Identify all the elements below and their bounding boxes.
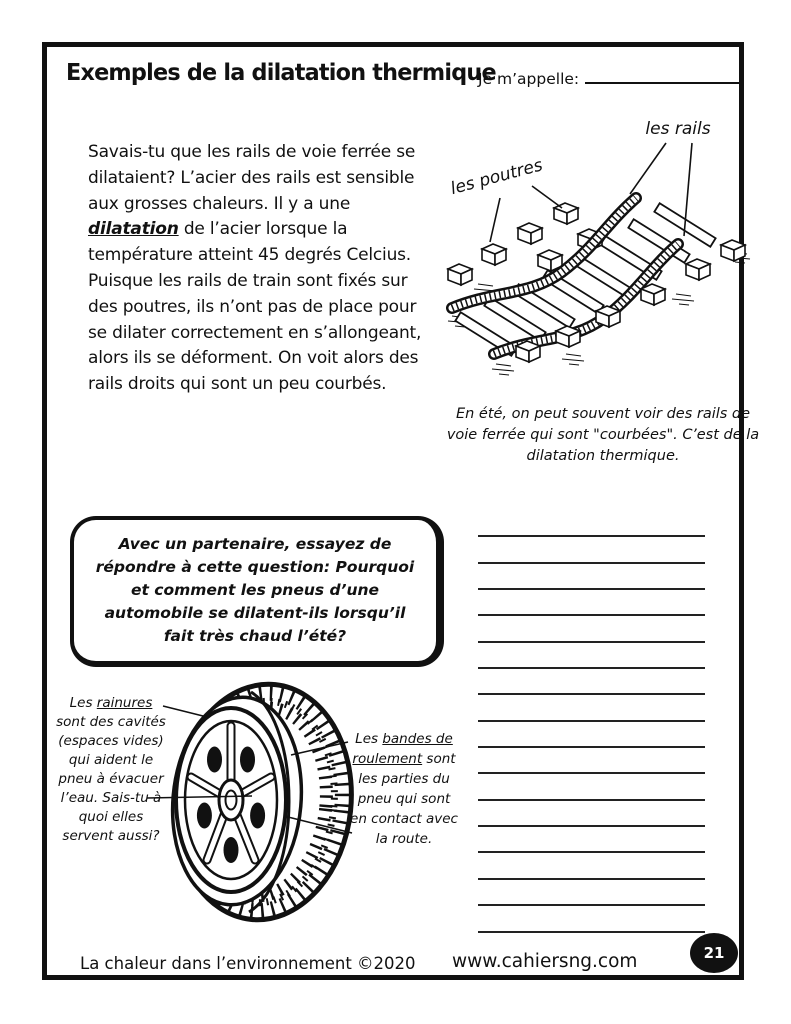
tire-label-tread: [348, 729, 460, 849]
bandes-term: bandes de roulement: [352, 731, 453, 767]
railroad-drawing: [448, 119, 750, 375]
answer-line: [478, 722, 705, 748]
tire-label-tread-part1: Les: [355, 731, 383, 747]
answer-line: [478, 564, 705, 590]
tire-label-grooves-part1: Les: [69, 695, 97, 711]
dilatation-term: dilatation: [88, 219, 179, 240]
rails-label-poutres: les poutres: [448, 155, 545, 200]
answer-lines: [478, 511, 705, 933]
intro-text-part2: de l’acier lorsque la température atteint 45 degrés Celcius. Puisque les rails de train sont fixés sur des poutres, ils n’ont pas de place pour se dilater correctement en s’allongeant, alors ils se déforment. On voit alors des rails droits qui sont un peu courbés.: [88, 219, 422, 395]
page-number: 21: [703, 944, 725, 962]
name-field: [478, 68, 743, 88]
question-bubble: Avec un partenaire, essayez de répondre à cette question: Pourquoi et comment les pneus d’une automobile se dilatent-ils lorsqu’il fait très chaud l’été?: [70, 516, 444, 667]
answer-line: [478, 906, 705, 932]
answer-line: [478, 643, 705, 669]
answer-line: [478, 695, 705, 721]
answer-line: [478, 801, 705, 827]
answer-line: [478, 853, 705, 879]
answer-line: [478, 590, 705, 616]
page-title: Exemples de la dilatation thermique: [66, 60, 496, 86]
tire-label-grooves-part2: sont des cavités (espaces vides) qui aident le pneu à évacuer l’eau. Sais-tu à quoi elles servent aussi?: [56, 714, 166, 844]
answer-line: [478, 880, 705, 906]
name-blank-line: [585, 68, 743, 84]
name-label: Je m’appelle:: [478, 70, 580, 88]
intro-text-part1: Savais-tu que les rails de voie ferrée se dilataient? L’acier des rails est sensible aux grosses chaleurs. Il y a une: [88, 142, 416, 214]
page-number-badge: [690, 933, 738, 973]
tire-label-grooves: [54, 694, 168, 846]
rails-label-rails: les rails: [645, 119, 711, 139]
rainures-term: rainures: [96, 695, 153, 711]
answer-line: [478, 616, 705, 642]
footer-website: www.cahiersng.com: [452, 951, 638, 972]
answer-line: [478, 827, 705, 853]
answer-line: [478, 748, 705, 774]
answer-line: [478, 537, 705, 563]
rails-caption: En été, on peut souvent voir des rails de voie ferrée qui sont "courbées". C’est de la dilatation thermique.: [446, 406, 760, 464]
footer-copyright: La chaleur dans l’environnement ©2020: [80, 954, 416, 973]
answer-line: [478, 669, 705, 695]
tire-drawing: [147, 680, 363, 925]
intro-paragraph: [88, 140, 424, 398]
answer-line: [478, 774, 705, 800]
rails-illustration: [438, 110, 760, 378]
answer-line: [478, 511, 705, 537]
tire-label-tread-part2: sont les parties du pneu qui sont en contact avec la route.: [350, 751, 458, 847]
